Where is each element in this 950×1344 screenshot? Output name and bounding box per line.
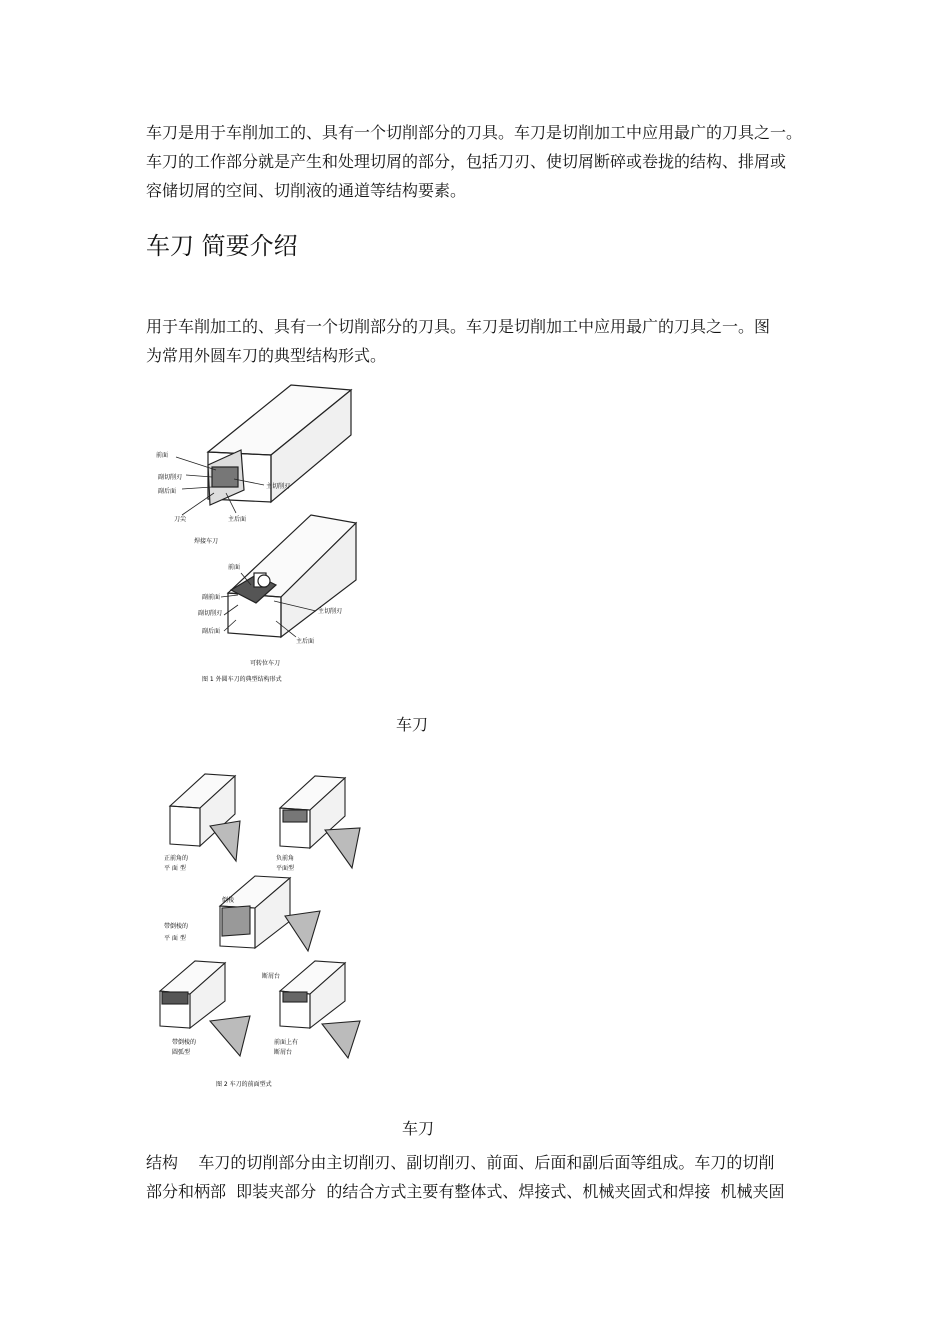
intro-line-2: 车刀的工作部分就是产生和处理切屑的部分，包括刀刃、使切屑断碎或卷拢的结构、排屑或	[146, 152, 787, 171]
structure-paragraph	[146, 1148, 816, 1206]
label-major-edge-2: 主切削刃	[318, 608, 343, 615]
label-minor-edge: 副切削刃	[158, 474, 183, 481]
label-neg-rake-2: 平面型	[276, 865, 295, 872]
intro-line-1: 车刀是用于车削加工的、具有一个切削部分的刀具。车刀是切削加工中应用最广的刀具之一。	[146, 123, 803, 142]
label-face-breaker-1: 前面上有	[274, 1039, 299, 1046]
intro-line-3: 容储切屑的空间、切削液的通道等结构要素。	[146, 181, 467, 200]
label-major-flank-2: 主后面	[296, 638, 315, 645]
label-neg-rake-1: 负前角	[276, 855, 295, 862]
figure-1-turning-tool-structure	[146, 375, 376, 695]
structure-line-1: 结构 车刀的切削部分由主切削刃、副切削刃、前面、后面和副后面等组成。车刀的切削	[146, 1153, 775, 1172]
figure-2-caption: 车刀	[402, 1119, 435, 1138]
label-chamfer-arc-1: 带倒棱的	[172, 1039, 197, 1046]
label-chamfer-flat-1: 带倒棱的	[164, 923, 189, 930]
label-chamfer: 倒棱	[222, 897, 235, 904]
figure-2-drawings	[160, 774, 360, 1058]
label-minor-edge-2: 副切削刃	[198, 610, 223, 617]
figure-1-caption: 车刀	[396, 715, 429, 734]
intro-paragraph	[146, 118, 816, 205]
figure-2-title: 图 2 车刀的前面型式	[216, 1081, 272, 1088]
label-minor-flank-2: 副后面	[202, 628, 221, 635]
section-heading: 车刀 简要介绍	[146, 232, 298, 260]
figure-1-title: 图 1 外圆车刀的典型结构形式	[202, 676, 282, 683]
label-tip: 刀尖	[174, 516, 187, 523]
overview-paragraph	[146, 312, 816, 370]
label-indexable-tool: 可转位车刀	[250, 660, 281, 667]
label-major-flank: 主后面	[228, 516, 247, 523]
label-front-face: 前面	[156, 452, 169, 459]
label-welded-tool: 焊接车刀	[194, 538, 219, 545]
label-chamfer-arc-2: 圆弧型	[172, 1049, 191, 1056]
label-breaker: 断屑台	[262, 973, 281, 980]
label-pos-rake-2: 平 面 型	[164, 865, 186, 872]
label-front-face-2: 前面	[228, 564, 241, 571]
label-minor-flank: 副后面	[158, 488, 177, 495]
label-pos-rake-1: 正前角的	[164, 855, 189, 862]
overview-line-2: 为常用外圆车刀的典型结构形式。	[146, 346, 387, 365]
indexable-tool-drawing	[228, 515, 356, 637]
figure-2-rake-face-types	[150, 766, 380, 1096]
overview-line-1: 用于车削加工的、具有一个切削部分的刀具。车刀是切削加工中应用最广的刀具之一。图	[146, 317, 771, 336]
label-minor-face-2: 副前面	[202, 594, 221, 601]
structure-line-2: 部分和柄部 即装夹部分 的结合方式主要有整体式、焊接式、机械夹固式和焊接 机械夹固	[146, 1182, 785, 1201]
label-chamfer-flat-2: 平 面 型	[164, 935, 186, 942]
label-face-breaker-2: 断屑台	[274, 1049, 293, 1056]
label-major-edge: 主切削刃	[266, 483, 291, 490]
